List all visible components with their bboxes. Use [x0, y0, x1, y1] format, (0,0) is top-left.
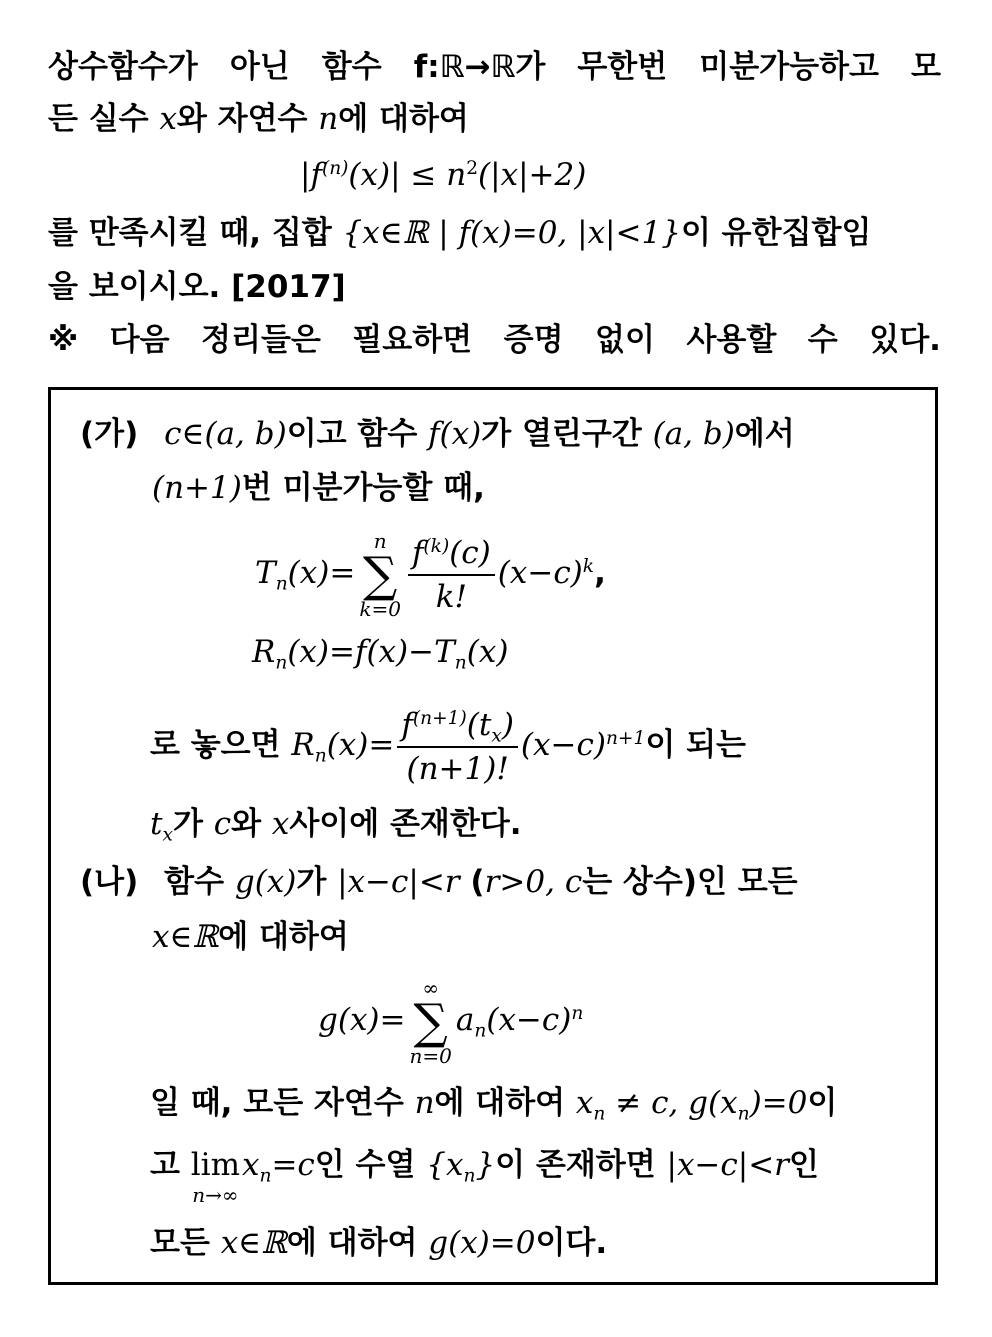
problem-line-1 — [48, 47, 941, 87]
text-segment: 이 유한집합임 — [680, 215, 872, 251]
remainder-formula — [252, 632, 508, 672]
sum-lower-limit: k=0 — [359, 596, 401, 621]
summation — [410, 977, 452, 1067]
math-variable: f — [310, 157, 322, 193]
math-variable: n — [414, 1085, 435, 1121]
math-expression: (x)= — [326, 727, 395, 763]
text-segment: 이 되는 — [645, 727, 746, 763]
math-expression: } — [475, 1147, 496, 1183]
text-segment: 번 미분가능할 때, — [241, 470, 485, 506]
problem-word: 모 — [911, 49, 941, 85]
text-segment: 를 만족시킬 때, 집합 — [48, 215, 343, 251]
text-segment: 와 자연수 — [176, 101, 319, 137]
math-superscript: 2 — [466, 157, 479, 179]
power-series-formula — [318, 975, 583, 1067]
math-expression: r>0, — [484, 864, 555, 900]
fraction-denominator: (n+1)! — [406, 750, 509, 787]
problem-line-5 — [48, 267, 346, 307]
text-segment: 고 — [150, 1147, 191, 1183]
math-variable: t — [150, 806, 163, 842]
math-expression: (x)=f(x)−T — [287, 634, 455, 670]
limit-subscript: n→∞ — [192, 1183, 239, 1207]
math-subscript: n — [474, 1020, 487, 1042]
theorem-label-ga: (가) — [80, 416, 139, 452]
sum-upper-limit: ∞ — [422, 975, 440, 1000]
text-segment: 든 실수 — [48, 101, 160, 137]
math-expression: (|x|+2) — [478, 157, 587, 193]
fraction-numerator — [408, 534, 495, 576]
problem-line-4 — [48, 213, 871, 253]
math-subscript: n — [737, 1103, 750, 1125]
text-segment: 이 존재하면 — [495, 1147, 667, 1183]
math-subscript: n — [314, 745, 327, 767]
sum-upper-limit: n — [373, 528, 387, 553]
math-expression: (t — [466, 706, 492, 743]
text-segment: 로 놓으면 — [150, 727, 292, 763]
note-word: 필요하면 — [352, 322, 473, 358]
text-segment: 가 열린구간 — [481, 416, 653, 452]
math-variable: R — [252, 634, 276, 670]
theorem-ga-line-6 — [150, 804, 522, 844]
math-variable: c — [213, 806, 232, 842]
math-variable: n — [446, 157, 467, 193]
math-subscript: n — [454, 652, 467, 674]
math-expression: (x)= — [287, 555, 356, 591]
math-expression: {x — [426, 1147, 464, 1183]
math-expression: =c — [271, 1147, 315, 1183]
text-segment: 는 상수)인 모든 — [582, 864, 798, 900]
sum-lower-limit: n=0 — [409, 1043, 452, 1068]
text-segment: 에 대하여 — [338, 101, 469, 137]
math-variable: a — [455, 1002, 475, 1038]
problem-word: 무한번 — [577, 49, 668, 85]
math-expression: x∈ℝ — [152, 919, 219, 955]
text-segment: 이 — [807, 1085, 838, 1121]
math-expression: (x−c) — [486, 1002, 572, 1038]
math-expression: (c) — [449, 534, 491, 571]
text-segment: 와 — [231, 806, 272, 842]
math-subscript: n — [275, 652, 288, 674]
text-segment: 이고 함수 — [286, 416, 429, 452]
math-subscript: x — [491, 725, 502, 746]
inequality-formula — [300, 155, 586, 195]
math-expression: ≠ c, — [605, 1085, 689, 1121]
math-symbol: | — [300, 157, 311, 193]
theorem-label-na: (나) — [80, 864, 139, 900]
note-word: 증명 — [503, 322, 564, 358]
math-variable: R — [291, 727, 315, 763]
math-superscript: n+1 — [605, 727, 646, 749]
math-expression: c∈(a, b) — [164, 416, 287, 452]
problem-word: 함수 — [321, 49, 382, 85]
math-variable: T — [255, 555, 276, 591]
text-segment: ( — [459, 864, 485, 900]
math-subscript: n — [259, 1165, 272, 1187]
math-expression: g(x — [688, 1085, 738, 1121]
problem-word: 아닌 — [229, 49, 290, 85]
problem-word: 상수함수가 — [48, 49, 198, 85]
sigma-icon: ∑ — [363, 546, 398, 603]
sigma-icon: ∑ — [413, 993, 448, 1050]
math-superscript: n — [571, 1002, 584, 1024]
math-expression: x∈ℝ — [220, 1225, 287, 1261]
math-expression: g(x)=0 — [428, 1225, 536, 1261]
math-variable: x — [271, 806, 290, 842]
theorem-ga-line-2 — [152, 468, 485, 508]
note-word: 정리들은 — [201, 322, 321, 358]
math-expression: (x) — [466, 634, 509, 670]
text-segment: 에 대하여 — [286, 1225, 429, 1261]
text-segment: 에 대하여 — [434, 1085, 576, 1121]
note-word: 수 — [807, 322, 838, 358]
math-variable: x — [159, 101, 177, 137]
text-segment: 에 대하여 — [218, 919, 349, 955]
fraction — [408, 534, 495, 616]
text-segment: 함수 — [164, 864, 235, 900]
summation — [359, 530, 401, 620]
math-expression: g(x) — [234, 864, 297, 900]
theorem-na-line-1 — [80, 862, 798, 902]
math-subscript: n — [593, 1103, 606, 1125]
math-superscript: (k) — [423, 535, 450, 557]
text-segment: 일 때, 모든 자연수 — [150, 1085, 415, 1121]
fraction-denominator: k! — [435, 578, 467, 615]
theorem-ga-line-1 — [80, 414, 795, 454]
text-segment: 인 — [789, 1147, 819, 1183]
math-subscript: n — [275, 573, 288, 595]
note-word: 다음 — [109, 322, 170, 358]
math-symbol: | ≤ — [390, 157, 447, 193]
taylor-polynomial-formula — [255, 528, 606, 620]
text-segment: 가 — [172, 806, 214, 842]
math-expression: (x) — [348, 157, 391, 193]
math-expression: |x−c|<r — [337, 864, 460, 900]
set-expression: {x∈ℝ | f(x)=0, |x|<1} — [342, 215, 681, 251]
math-expression: ) — [501, 706, 514, 743]
text-segment: 사이에 존재한다. — [289, 806, 522, 842]
text-segment: 가 — [296, 864, 338, 900]
math-variable: f — [411, 534, 424, 571]
reference-mark-icon: ※ — [48, 322, 79, 358]
problem-word: 미분가능하고 — [699, 49, 879, 85]
math-superscript: k — [582, 555, 595, 577]
math-superscript: (n+1) — [412, 707, 467, 729]
math-subscript: n — [463, 1165, 476, 1187]
theorem-na-line-2 — [152, 917, 349, 957]
math-variable: n — [318, 101, 339, 137]
theorem-na-line-6 — [150, 1223, 607, 1263]
math-expression: g(x)= — [318, 1002, 406, 1038]
math-expression: (a, b) — [652, 416, 735, 452]
note-line — [48, 320, 941, 360]
note-word: 있다. — [869, 322, 941, 358]
math-expression: (n+1) — [152, 470, 242, 506]
limit-operator — [191, 1145, 240, 1205]
math-expression: f(x) — [428, 416, 482, 452]
fraction — [397, 706, 518, 788]
text-segment: 모든 — [150, 1225, 221, 1261]
math-expression: (x−c) — [497, 555, 583, 591]
fraction-numerator — [397, 706, 518, 748]
math-variable: c — [554, 864, 583, 900]
punctuation: , — [594, 555, 606, 591]
math-subscript: x — [162, 824, 173, 846]
math-expression: (x−c) — [520, 727, 606, 763]
note-word: 없이 — [595, 322, 655, 358]
math-expression: |x−c|<r — [666, 1147, 790, 1183]
math-expression: )=0 — [749, 1085, 808, 1121]
math-variable: x — [241, 1147, 260, 1183]
theorem-na-line-4 — [150, 1083, 837, 1123]
text-segment: 을 보이시오. [2017] — [48, 269, 346, 305]
theorem-ga-line-5 — [150, 700, 746, 790]
limit-symbol: lim — [190, 1147, 240, 1183]
text-segment: 에서 — [734, 416, 795, 452]
math-variable: x — [575, 1085, 594, 1121]
math-superscript: (n) — [321, 157, 349, 179]
problem-line-2 — [48, 99, 469, 139]
text-segment: 인 수열 — [314, 1147, 427, 1183]
note-word: 사용할 — [686, 322, 777, 358]
text-segment: 이다. — [535, 1225, 608, 1261]
theorem-na-line-5 — [150, 1145, 819, 1205]
problem-function-domain: f:ℝ→ℝ가 — [413, 49, 546, 85]
math-variable: f — [401, 706, 413, 743]
